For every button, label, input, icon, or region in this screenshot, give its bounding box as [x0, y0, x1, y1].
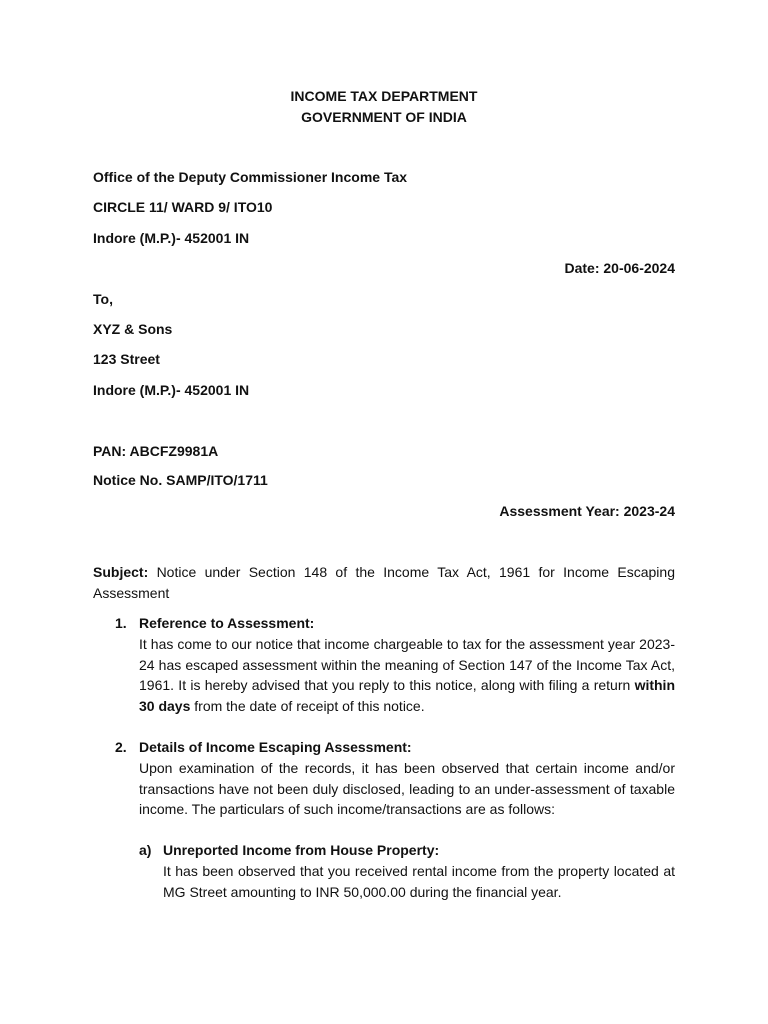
subject-label: Subject: — [93, 564, 149, 580]
section-1-deadline: within 30 days — [139, 677, 675, 715]
subject-text: Notice under Section 148 of the Income Tax Act, 1961 for Income Escaping Assessment — [93, 564, 675, 601]
subject-paragraph — [93, 562, 675, 603]
office-circle: CIRCLE 11/ WARD 9/ ITO10 — [93, 199, 273, 215]
office-name: Office of the Deputy Commissioner Income Tax — [93, 169, 408, 185]
recipient-city: Indore (M.P.)- 452001 IN — [93, 382, 250, 398]
section-2-body: Upon examination of the records, it has been observed that certain income and/or transactions have not been duly disclosed, leading to an under-assessment of taxable income. The particulars of such income/transactions are as follows: — [139, 760, 675, 818]
assessment-year: Assessment Year: 2023-24 — [499, 503, 675, 519]
section-1-number: 1. — [115, 615, 127, 631]
section-1-body — [139, 634, 675, 717]
subsection-a-label: a) — [139, 842, 152, 858]
section-1-text: It has come to our notice that income chargeable to tax for the assessment year 2023-24 has escaped assessment within the meaning of Section 147 of the Income Tax Act, 1961. It is hereby advised that you reply to this notice, along with filing a return — [139, 636, 675, 694]
subsection-a-heading: Unreported Income from House Property: — [163, 842, 440, 858]
section-1-text-end: from the date of receipt of this notice. — [190, 698, 425, 715]
section-2-heading: Details of Income Escaping Assessment: — [139, 739, 412, 755]
department-title: INCOME TAX DEPARTMENT — [290, 88, 478, 104]
recipient-to: To, — [93, 291, 113, 307]
section-1-heading: Reference to Assessment: — [139, 615, 315, 631]
office-address: Indore (M.P.)- 452001 IN — [93, 230, 250, 246]
recipient-name: XYZ & Sons — [93, 321, 173, 337]
government-title: GOVERNMENT OF INDIA — [301, 109, 467, 125]
notice-number: Notice No. SAMP/ITO/1711 — [93, 472, 268, 488]
recipient-street: 123 Street — [93, 351, 160, 367]
pan-number: PAN: ABCFZ9981A — [93, 443, 219, 459]
subsection-a-body: It has been observed that you received rental income from the property located at MG Street amounting to INR 50,000.00 during the financial year. — [163, 863, 675, 900]
section-2-number: 2. — [115, 739, 127, 755]
notice-date: Date: 20-06-2024 — [564, 260, 675, 276]
